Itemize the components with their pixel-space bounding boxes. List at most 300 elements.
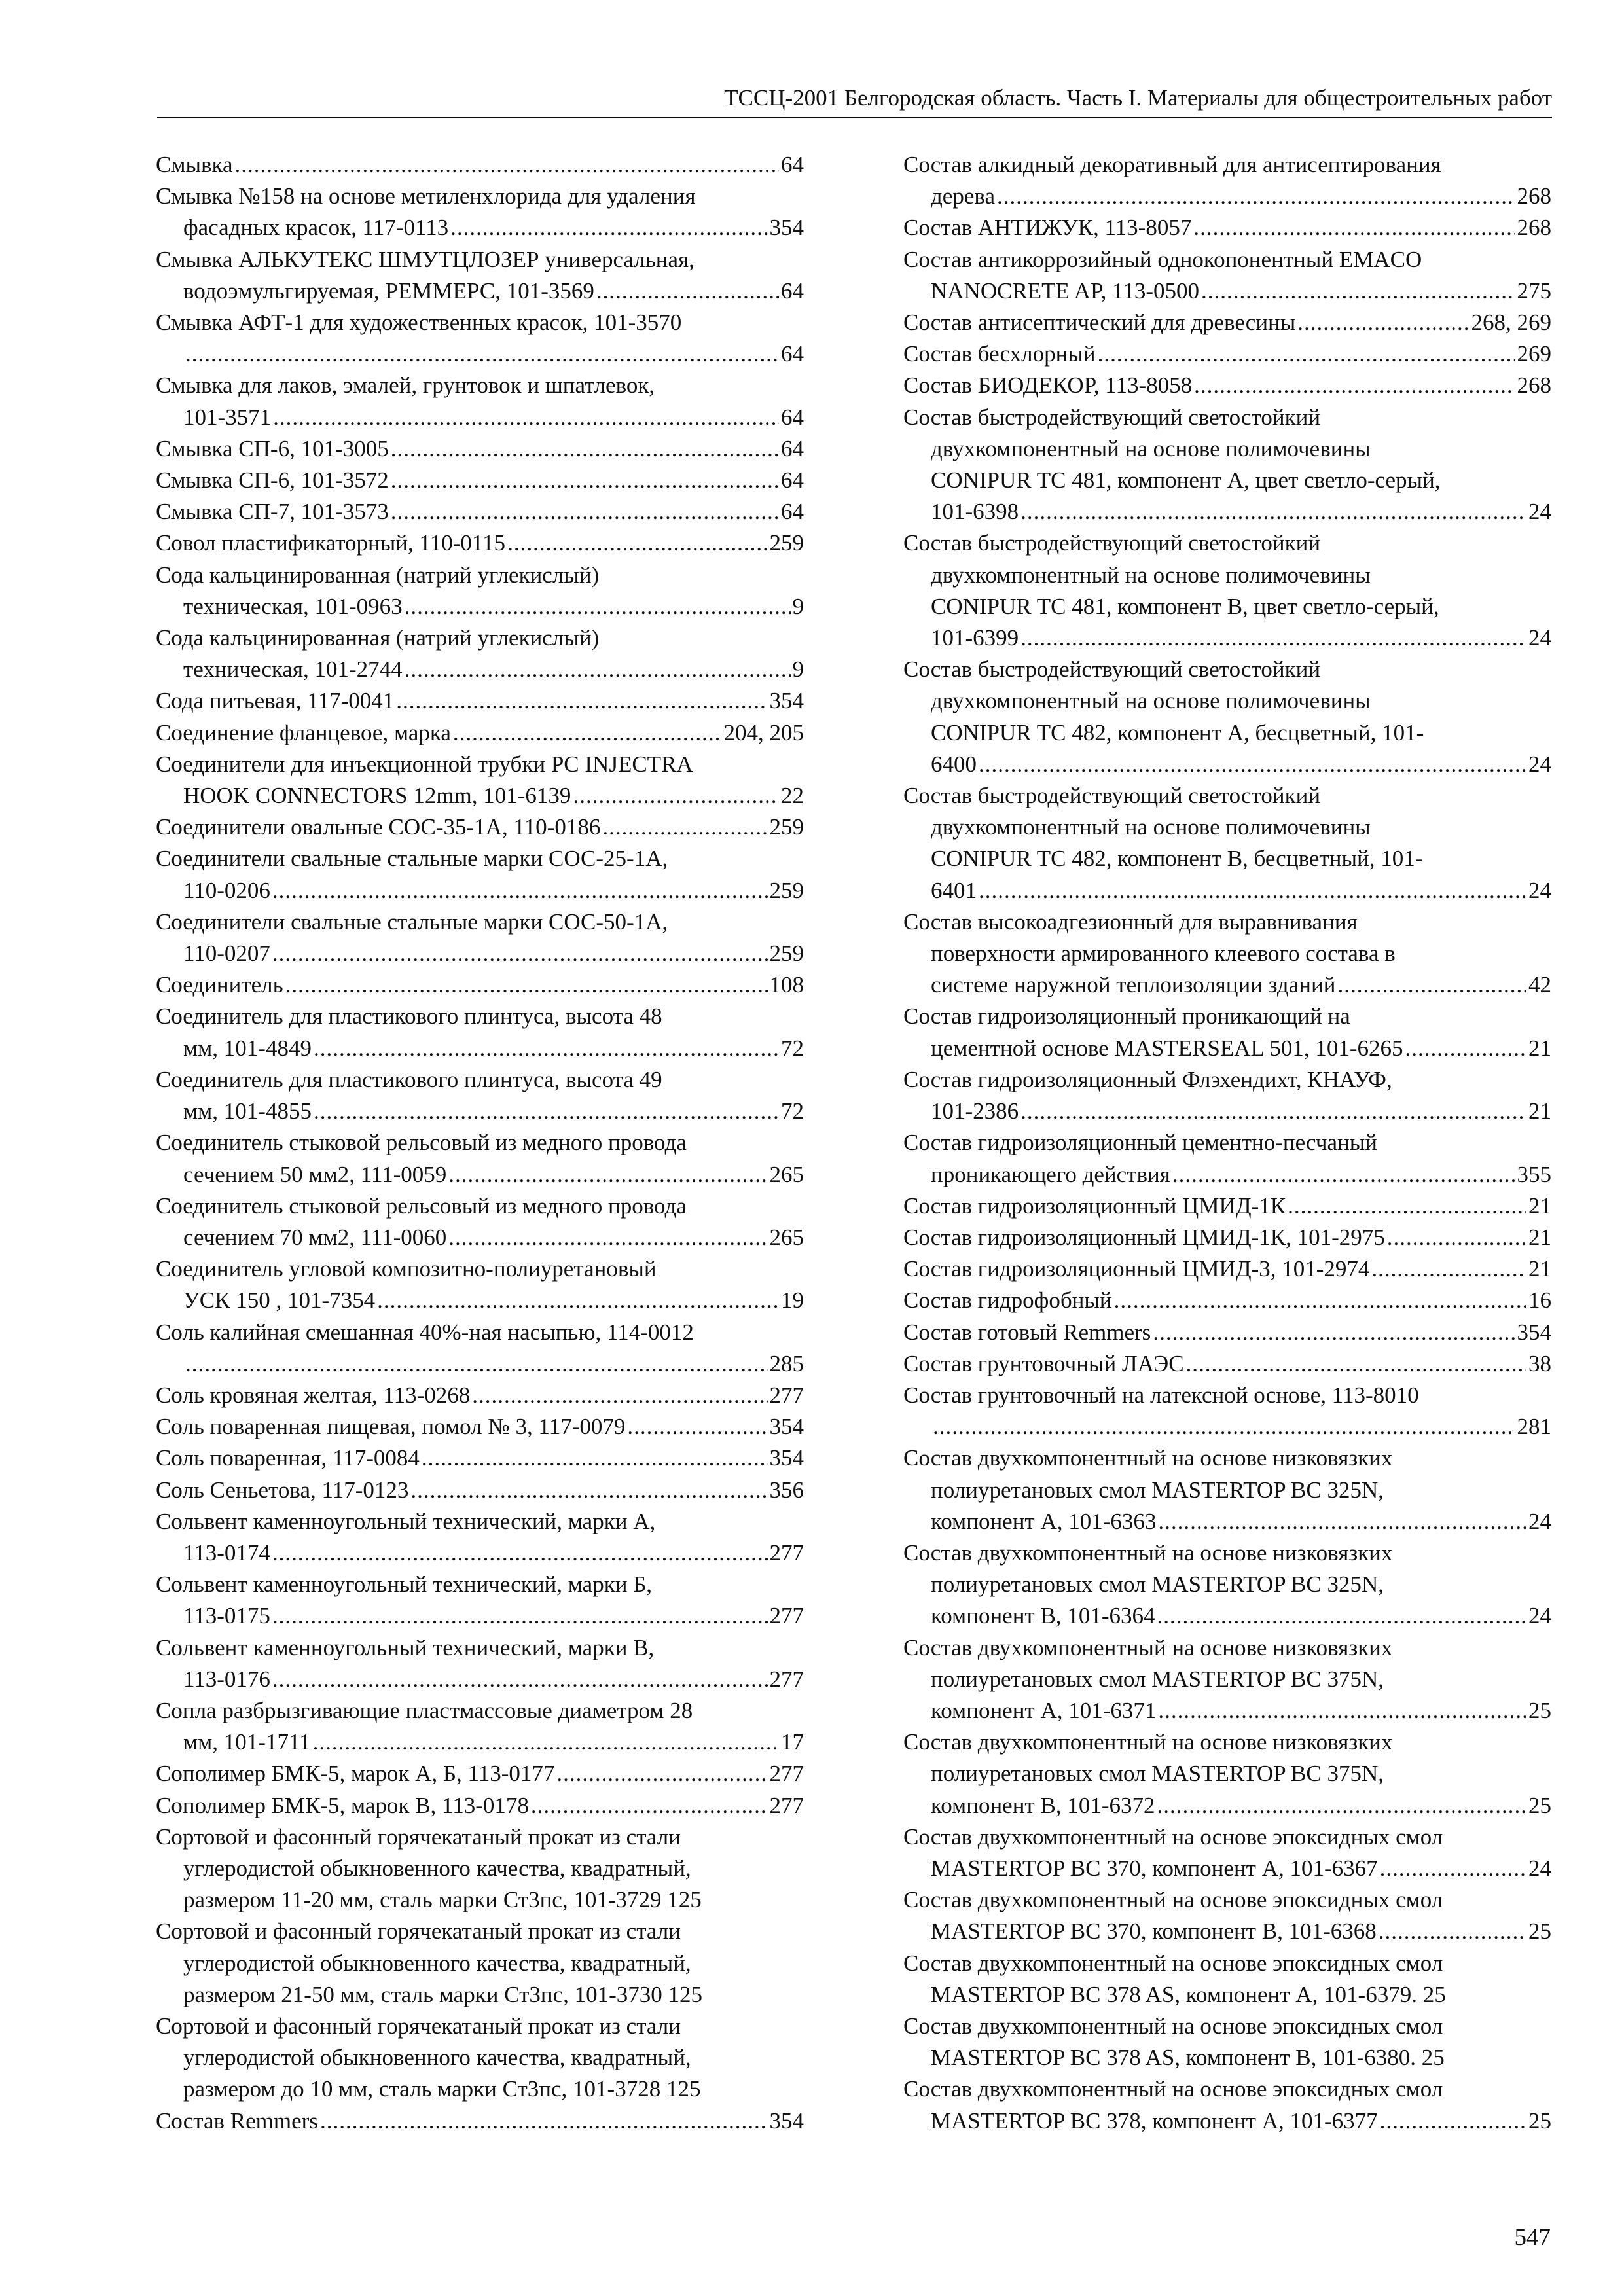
index-entry-term: Состав готовый Remmers bbox=[903, 1319, 1151, 1345]
index-entry-page-ref: 24 bbox=[1528, 1508, 1551, 1534]
index-entry-line: Состав двухкомпонентный на основе низковязких bbox=[903, 1634, 1393, 1660]
index-entry-term: Смывка СП-6, 101-3572 bbox=[156, 467, 389, 493]
index-entry-line: Сортовой и фасонный горячекатаный прокат из стали bbox=[156, 1918, 681, 1945]
dot-leader bbox=[1405, 1033, 1527, 1064]
index-entry-leader-line bbox=[156, 1600, 804, 1632]
index-entry-page-ref: 9 bbox=[792, 656, 804, 683]
index-entry-line: Состав двухкомпонентный на основе эпоксидных смол bbox=[903, 1950, 1443, 1976]
dot-leader bbox=[391, 465, 779, 496]
index-entry bbox=[156, 1916, 804, 2011]
index-entry-line: двухкомпонентный на основе полимочевины bbox=[931, 562, 1371, 588]
index-entry-page-ref: 64 bbox=[781, 467, 804, 493]
index-entry-page-ref: 22 bbox=[781, 783, 804, 809]
index-entry-line: Смывка АФТ-1 для художественных красок, 101-3570 bbox=[156, 310, 682, 336]
index-entry bbox=[156, 749, 804, 812]
index-entry-term: 101-6399 bbox=[931, 625, 1019, 651]
index-entry-term: Смывка bbox=[156, 152, 233, 177]
index-entry-page-ref: 281 bbox=[1517, 1414, 1551, 1440]
index-entry-term: 101-6398 bbox=[931, 499, 1019, 525]
dot-leader bbox=[1380, 1853, 1526, 1884]
header-rule bbox=[157, 117, 1552, 118]
index-entry-leader-line bbox=[903, 338, 1551, 370]
index-entry-page-ref: 277 bbox=[769, 1382, 804, 1408]
dot-leader bbox=[405, 654, 791, 685]
index-entry-term: компонент А, 101-6371 bbox=[931, 1697, 1157, 1723]
dot-leader bbox=[453, 717, 722, 749]
dot-leader bbox=[396, 685, 767, 717]
dot-leader bbox=[556, 1758, 767, 1789]
index-entry-term: MASTERTOP BC 378, компонент А, 101-6377 bbox=[931, 2108, 1378, 2134]
dot-leader bbox=[1297, 307, 1469, 338]
index-entry-term: Состав гидроизоляционный ЦМИД-1К, 101-2975 bbox=[903, 1224, 1385, 1250]
index-entry-page-ref: 354 bbox=[769, 1445, 804, 1471]
index-entry-term: Соединение фланцевое, марка bbox=[156, 719, 451, 745]
dot-leader bbox=[410, 1475, 767, 1506]
dot-leader bbox=[602, 812, 767, 843]
index-entry-page-ref: 354 bbox=[769, 215, 804, 241]
index-entry bbox=[903, 1537, 1551, 1632]
index-entry-term: Сополимер БМК-5, марок В, 113-0178 bbox=[156, 1792, 529, 1818]
index-entry-page-ref: 24 bbox=[1528, 499, 1551, 525]
index-entry-term: мм, 101-4855 bbox=[183, 1098, 312, 1124]
index-entry bbox=[903, 1253, 1551, 1285]
index-entry-term: 110-0206 bbox=[183, 877, 270, 903]
index-entry bbox=[903, 1191, 1551, 1222]
dot-leader bbox=[272, 1537, 768, 1569]
index-entry-term: Состав бесхлорный bbox=[903, 341, 1096, 367]
index-entry bbox=[156, 1758, 804, 1789]
dot-leader bbox=[314, 1096, 779, 1127]
index-entry-term: HOOK CONNECTORS 12mm, 101-6139 bbox=[183, 783, 571, 809]
dot-leader bbox=[1186, 1348, 1526, 1380]
index-entry-line: Сода кальцинированная (натрий углекислый) bbox=[156, 625, 600, 651]
dot-leader bbox=[1380, 2106, 1526, 2137]
index-entry-term: Состав гидроизоляционный ЦМИД-3, 101-2974 bbox=[903, 1256, 1370, 1282]
index-entry-leader-line bbox=[156, 1443, 804, 1474]
index-entry-leader-line bbox=[903, 1853, 1551, 1884]
index-entry-line: размером до 10 мм, сталь марки Ст3пс, 101-3728 125 bbox=[183, 2076, 701, 2102]
index-entry-line: полиуретановых смол MASTERTOP BC 375N, bbox=[931, 1666, 1384, 1692]
dot-leader bbox=[320, 2106, 768, 2137]
index-entry-term: Состав Remmers bbox=[156, 2108, 318, 2134]
index-entry-page-ref: 64 bbox=[781, 278, 804, 304]
index-entry-line: Соединители свальные стальные марки СОС-25-1А, bbox=[156, 846, 668, 872]
index-entry-page-ref: 277 bbox=[769, 1792, 804, 1818]
index-entry-term: цементной основе MASTERSEAL 501, 101-6265 bbox=[931, 1035, 1403, 1061]
index-entry bbox=[903, 1632, 1551, 1727]
index-entry-line: полиуретановых смол MASTERTOP BC 325N, bbox=[931, 1571, 1384, 1598]
dot-leader bbox=[314, 1033, 779, 1064]
dot-leader bbox=[391, 496, 779, 528]
dot-leader bbox=[273, 402, 779, 433]
index-entry-line: Состав двухкомпонентный на основе эпоксидных смол bbox=[903, 2076, 1443, 2102]
index-entry-line: полиуретановых смол MASTERTOP BC 375N, bbox=[931, 1761, 1384, 1787]
index-entry-term: Смывка СП-6, 101-3005 bbox=[156, 435, 389, 461]
index-entry-line: Состав гидроизоляционный цементно-песчаный bbox=[903, 1130, 1377, 1156]
index-entry-line: Состав быстродействующий светостойкий bbox=[903, 530, 1321, 556]
index-entry bbox=[156, 1569, 804, 1632]
index-entry-page-ref: 25 bbox=[1528, 1697, 1551, 1723]
dot-leader bbox=[573, 780, 779, 812]
page-number: 547 bbox=[1514, 2224, 1551, 2251]
index-entry-line: поверхности армированного клеевого состава в bbox=[931, 941, 1396, 967]
index-entry bbox=[903, 1001, 1551, 1064]
index-entry-leader-line bbox=[156, 875, 804, 906]
index-entry bbox=[903, 1064, 1551, 1127]
index-entry-page-ref: 21 bbox=[1528, 1256, 1551, 1282]
index-entry bbox=[156, 1475, 804, 1506]
index-entry-page-ref: 268 bbox=[1517, 215, 1551, 241]
index-entry-page-ref: 21 bbox=[1528, 1035, 1551, 1061]
index-entry-term: сечением 70 мм2, 111-0060 bbox=[183, 1224, 447, 1250]
index-entry-line: Соединитель для пластикового плинтуса, высота 48 bbox=[156, 1003, 662, 1030]
index-entry bbox=[156, 622, 804, 685]
index-entry-leader-line bbox=[903, 181, 1551, 212]
index-entry-leader-line bbox=[156, 1758, 804, 1789]
index-entry-page-ref: 265 bbox=[769, 1224, 804, 1250]
index-entry bbox=[903, 149, 1551, 212]
index-entry-line: Состав двухкомпонентный на основе эпоксидных смол bbox=[903, 1823, 1443, 1850]
index-entry-leader-line bbox=[156, 654, 804, 685]
dot-leader bbox=[313, 1727, 779, 1758]
index-entry-page-ref: 25 bbox=[1528, 1918, 1551, 1945]
index-entry-line: MASTERTOP BC 378 AS, компонент А, 101-6379. 25 bbox=[931, 1981, 1446, 2007]
index-entry-leader-line bbox=[903, 1600, 1551, 1632]
index-entry-leader-line bbox=[156, 212, 804, 243]
index-entry-line: Соединитель для пластикового плинтуса, высота 49 bbox=[156, 1066, 662, 1092]
dot-leader bbox=[1153, 1317, 1515, 1348]
index-entry-leader-line bbox=[156, 1285, 804, 1316]
index-entry-leader-line bbox=[156, 591, 804, 622]
index-entry-leader-line bbox=[156, 433, 804, 465]
index-entry-term: Соль Сеньетова, 117-0123 bbox=[156, 1477, 409, 1503]
index-entry-page-ref: 21 bbox=[1528, 1224, 1551, 1250]
index-entry-line: Соединитель угловой композитно-полиуретановый bbox=[156, 1256, 657, 1282]
index-entry bbox=[903, 338, 1551, 370]
index-entry-term: Состав гидроизоляционный ЦМИД-1К bbox=[903, 1193, 1286, 1219]
index-entry-term: 113-0176 bbox=[183, 1666, 270, 1692]
index-entry-line: Состав двухкомпонентный на основе эпоксидных смол bbox=[903, 1887, 1443, 1913]
index-entry-leader-line bbox=[903, 1790, 1551, 1821]
index-entry bbox=[156, 1127, 804, 1190]
index-entry-line: Состав быстродействующий светостойкий bbox=[903, 656, 1321, 683]
index-entry-term: дерева bbox=[931, 183, 995, 209]
index-entry-line: Соль калийная смешанная 40%-ная насыпью, 114-0012 bbox=[156, 1319, 694, 1345]
index-entry-term: Соль поваренная, 117-0084 bbox=[156, 1445, 420, 1471]
index-entry-page-ref: 25 bbox=[1528, 2108, 1551, 2134]
index-entry-leader-line bbox=[156, 465, 804, 496]
index-entry-term: MASTERTOP BC 370, компонент В, 101-6368 bbox=[931, 1918, 1377, 1945]
index-entry-page-ref: 268, 269 bbox=[1471, 310, 1551, 336]
index-entry bbox=[156, 560, 804, 622]
dot-leader bbox=[185, 1348, 768, 1380]
index-entry-page-ref: 108 bbox=[769, 972, 804, 998]
dot-leader bbox=[627, 1411, 767, 1443]
index-entry-term: Сополимер БМК-5, марок А, Б, 113-0177 bbox=[156, 1761, 555, 1787]
index-entry bbox=[156, 307, 804, 370]
index-entry-leader-line bbox=[156, 1380, 804, 1411]
index-entry-term: Смывка СП-7, 101-3573 bbox=[156, 499, 389, 525]
index-entry-page-ref: 72 bbox=[781, 1098, 804, 1124]
dot-leader bbox=[1194, 370, 1515, 401]
index-entry-page-ref: 277 bbox=[769, 1666, 804, 1692]
index-entry-leader-line bbox=[903, 622, 1551, 654]
index-entry-leader-line bbox=[156, 1790, 804, 1821]
index-entry-page-ref: 259 bbox=[769, 814, 804, 840]
index-entry bbox=[903, 1380, 1551, 1443]
index-entry bbox=[156, 1632, 804, 1695]
index-entry bbox=[156, 1001, 804, 1064]
index-entry bbox=[903, 1127, 1551, 1190]
index-entry-page-ref: 38 bbox=[1528, 1350, 1551, 1376]
dot-leader bbox=[507, 528, 767, 559]
index-entry-leader-line bbox=[156, 1727, 804, 1758]
index-entry bbox=[903, 654, 1551, 780]
index-entry-line: Состав грунтовочный на латексной основе, 113-8010 bbox=[903, 1382, 1419, 1408]
dot-leader bbox=[448, 1222, 767, 1253]
index-entry bbox=[903, 402, 1551, 528]
index-entry-leader-line bbox=[156, 402, 804, 433]
index-entry bbox=[156, 244, 804, 307]
index-entry-page-ref: 354 bbox=[769, 688, 804, 714]
index-entry bbox=[156, 1790, 804, 1821]
index-entry-term: 113-0174 bbox=[183, 1539, 270, 1566]
index-entry-line: размером 11-20 мм, сталь марки Ст3пс, 101-3729 125 bbox=[183, 1887, 702, 1913]
index-entry bbox=[903, 1821, 1551, 1884]
index-entry-line: Соединители для инъекционной трубки PC INJECTRA bbox=[156, 751, 693, 777]
index-entry bbox=[903, 307, 1551, 338]
dot-leader bbox=[531, 1790, 768, 1821]
dot-leader bbox=[1337, 969, 1526, 1001]
index-entry-page-ref: 24 bbox=[1528, 625, 1551, 651]
dot-leader bbox=[422, 1443, 768, 1474]
index-entry-line: Соединители свальные стальные марки СОС-50-1А, bbox=[156, 908, 668, 935]
index-entry-line: углеродистой обыкновенного качества, квадратный, bbox=[183, 1855, 691, 1881]
dot-leader bbox=[1020, 496, 1526, 528]
dot-leader bbox=[1379, 1916, 1526, 1947]
index-entry-line: Сортовой и фасонный горячекатаный прокат из стали bbox=[156, 2013, 681, 2039]
index-entry-leader-line bbox=[903, 1506, 1551, 1537]
index-entry-page-ref: 268 bbox=[1517, 372, 1551, 399]
index-entry-line: Состав гидроизоляционный Флэхендихт, КНАУФ, bbox=[903, 1066, 1392, 1092]
dot-leader bbox=[1020, 622, 1526, 654]
index-entry-line: Состав двухкомпонентный на основе низковязких bbox=[903, 1729, 1393, 1755]
index-entry-line: двухкомпонентный на основе полимочевины bbox=[931, 435, 1371, 461]
index-entry bbox=[156, 433, 804, 465]
index-column-left bbox=[156, 149, 804, 2137]
index-entry-page-ref: 72 bbox=[781, 1035, 804, 1061]
dot-leader bbox=[979, 875, 1526, 906]
index-entry bbox=[156, 969, 804, 1001]
index-entry-line: Состав двухкомпонентный на основе низковязких bbox=[903, 1445, 1393, 1471]
index-entry-page-ref: 42 bbox=[1528, 972, 1551, 998]
index-entry-line: MASTERTOP BC 378 AS, компонент В, 101-6380. 25 bbox=[931, 2045, 1445, 2071]
dot-leader bbox=[1158, 1506, 1526, 1537]
dot-leader bbox=[272, 938, 768, 969]
dot-leader bbox=[450, 212, 767, 243]
index-entry-page-ref: 16 bbox=[1528, 1287, 1551, 1314]
index-entry-leader-line bbox=[903, 1253, 1551, 1285]
dot-leader bbox=[1193, 212, 1515, 243]
index-entry bbox=[156, 496, 804, 528]
index-entry-leader-line bbox=[903, 212, 1551, 243]
index-entry-page-ref: 64 bbox=[781, 152, 804, 177]
index-entry-leader-line bbox=[903, 1695, 1551, 1727]
index-entry-term: техническая, 101-0963 bbox=[183, 593, 403, 619]
index-entry bbox=[903, 1884, 1551, 1947]
index-entry-leader-line bbox=[903, 969, 1551, 1001]
index-entry bbox=[903, 2011, 1551, 2073]
index-entry-line: Состав двухкомпонентный на основе низковязких bbox=[903, 1539, 1393, 1566]
index-entry bbox=[156, 1506, 804, 1569]
index-entry bbox=[156, 2011, 804, 2106]
index-entry-line: двухкомпонентный на основе полимочевины bbox=[931, 688, 1371, 714]
index-entry-page-ref: 64 bbox=[781, 404, 804, 430]
index-entry-line: CONIPUR TC 481, компонент В, цвет светло-серый, bbox=[931, 593, 1439, 619]
index-entry-leader-line bbox=[156, 1222, 804, 1253]
dot-leader bbox=[235, 149, 779, 181]
index-entry-term: компонент В, 101-6364 bbox=[931, 1603, 1155, 1629]
index-entry-term: Соль поваренная пищевая, помол № 3, 117-0079 bbox=[156, 1414, 626, 1440]
index-entry-line: Состав антикоррозийный однокопонентный EMACO bbox=[903, 246, 1422, 272]
index-entry bbox=[156, 843, 804, 906]
dot-leader bbox=[1114, 1285, 1526, 1316]
dot-leader bbox=[1158, 1695, 1526, 1727]
index-entry-leader-line bbox=[156, 1159, 804, 1191]
index-entry-page-ref: 285 bbox=[769, 1350, 804, 1376]
index-entry-term: компонент В, 101-6372 bbox=[931, 1792, 1155, 1818]
index-entry-term: мм, 101-4849 bbox=[183, 1035, 312, 1061]
index-entry-term: фасадных красок, 117-0113 bbox=[183, 215, 449, 241]
index-entry-leader-line bbox=[156, 276, 804, 307]
index-entry-line: Соединитель стыковой рельсовый из медного провода bbox=[156, 1130, 687, 1156]
index-entry bbox=[156, 1821, 804, 1916]
index-entry-leader-line bbox=[156, 938, 804, 969]
dot-leader bbox=[979, 749, 1526, 780]
index-entry-term: Соединители овальные СОС-35-1А, 110-0186 bbox=[156, 814, 601, 840]
index-entry-term: NANOCRETE AP, 113-0500 bbox=[931, 278, 1199, 304]
index-entry-page-ref: 21 bbox=[1528, 1193, 1551, 1219]
index-entry bbox=[156, 717, 804, 749]
index-entry-leader-line bbox=[903, 1317, 1551, 1348]
index-entry-leader-line bbox=[156, 496, 804, 528]
index-entry-line: размером 21-50 мм, сталь марки Ст3пс, 101-3730 125 bbox=[183, 1981, 703, 2007]
index-entry-page-ref: 25 bbox=[1528, 1792, 1551, 1818]
index-entry-page-ref: 356 bbox=[769, 1477, 804, 1503]
index-entry-leader-line bbox=[903, 276, 1551, 307]
index-entry-term: системе наружной теплоизоляции зданий bbox=[931, 972, 1336, 998]
index-entry-page-ref: 259 bbox=[769, 941, 804, 967]
index-entry-line: Соединитель стыковой рельсовый из медного провода bbox=[156, 1193, 687, 1219]
index-entry-page-ref: 354 bbox=[769, 1414, 804, 1440]
index-entry bbox=[156, 812, 804, 843]
index-entry-term: УСК 150 , 101-7354 bbox=[183, 1287, 376, 1314]
index-entry-line: Состав быстродействующий светостойкий bbox=[903, 783, 1321, 809]
index-entry bbox=[903, 2073, 1551, 2136]
index-entry-term: Состав БИОДЕКОР, 113-8058 bbox=[903, 372, 1193, 399]
index-entry bbox=[903, 528, 1551, 654]
index-entry-page-ref: 259 bbox=[769, 530, 804, 556]
index-entry-leader-line bbox=[156, 528, 804, 559]
index-entry-term: Сода питьевая, 117-0041 bbox=[156, 688, 395, 714]
index-entry-leader-line bbox=[903, 1285, 1551, 1316]
index-entry-term: MASTERTOP BC 370, компонент А, 101-6367 bbox=[931, 1855, 1378, 1881]
index-entry-leader-line bbox=[903, 496, 1551, 528]
index-entry-line: Состав гидроизоляционный проникающий на bbox=[903, 1003, 1350, 1030]
index-entry-page-ref: 19 bbox=[781, 1287, 804, 1314]
index-entry bbox=[903, 370, 1551, 401]
index-entry-line: двухкомпонентный на основе полимочевины bbox=[931, 814, 1371, 840]
index-entry-line: полиуретановых смол MASTERTOP BC 325N, bbox=[931, 1477, 1384, 1503]
index-entry-line: CONIPUR TC 482, компонент В, бесцветный, 101- bbox=[931, 846, 1423, 872]
index-entry bbox=[156, 1411, 804, 1443]
index-entry-leader-line bbox=[156, 780, 804, 812]
index-entry bbox=[903, 244, 1551, 307]
index-entry-leader-line bbox=[903, 875, 1551, 906]
index-entry-term: техническая, 101-2744 bbox=[183, 656, 403, 683]
dot-leader bbox=[596, 276, 779, 307]
index-entry-line: Сопла разбрызгивающие пластмассовые диаметром 28 bbox=[156, 1697, 693, 1723]
dot-leader bbox=[185, 338, 779, 370]
index-entry-page-ref: 277 bbox=[769, 1603, 804, 1629]
index-entry-page-ref: 354 bbox=[1517, 1319, 1551, 1345]
index-entry-term: 113-0175 bbox=[183, 1603, 270, 1629]
index-column-right bbox=[903, 149, 1551, 2137]
index-entry-leader-line bbox=[903, 1159, 1551, 1191]
index-entry-page-ref: 277 bbox=[769, 1539, 804, 1566]
index-entry-page-ref: 64 bbox=[781, 499, 804, 525]
dot-leader bbox=[272, 1600, 768, 1632]
dot-leader bbox=[1157, 1790, 1526, 1821]
index-entry-line: Сольвент каменноугольный технический, марки В, bbox=[156, 1634, 655, 1660]
index-entry-page-ref: 268 bbox=[1517, 183, 1551, 209]
dot-leader bbox=[391, 433, 779, 465]
index-entry-page-ref: 355 bbox=[1517, 1161, 1551, 1187]
index-entry-line: Состав быстродействующий светостойкий bbox=[903, 404, 1321, 430]
index-entry-page-ref: 277 bbox=[769, 1761, 804, 1787]
index-entry-line: Сольвент каменноугольный технический, марки Б, bbox=[156, 1571, 653, 1598]
index-entry-leader-line bbox=[156, 2106, 804, 2137]
index-entry-term: 6401 bbox=[931, 877, 977, 903]
index-entry-leader-line bbox=[903, 2106, 1551, 2137]
index-entry-line: Смывка АЛЬКУТЕКС ШМУТЦЛОЗЕР универсальная, bbox=[156, 246, 695, 272]
index-entry-leader-line bbox=[156, 1664, 804, 1695]
dot-leader bbox=[1157, 1600, 1526, 1632]
index-entry-term: 110-0207 bbox=[183, 941, 270, 967]
index-entry-leader-line bbox=[156, 1348, 804, 1380]
dot-leader bbox=[1020, 1096, 1526, 1127]
index-entry-page-ref: 64 bbox=[781, 435, 804, 461]
index-entry-leader-line bbox=[156, 1411, 804, 1443]
index-entry-page-ref: 64 bbox=[781, 341, 804, 367]
index-entry-leader-line bbox=[156, 149, 804, 181]
index-entry bbox=[156, 1317, 804, 1380]
index-entry bbox=[903, 1285, 1551, 1316]
index-entry bbox=[156, 149, 804, 181]
index-entry-leader-line bbox=[156, 338, 804, 370]
index-entry-term: Совол пластификаторный, 110-0115 bbox=[156, 530, 506, 556]
index-entry bbox=[156, 181, 804, 243]
index-entry-line: Сольвент каменноугольный технический, марки А, bbox=[156, 1508, 656, 1534]
index-entry-line: Смывка №158 на основе метиленхлорида для удаления bbox=[156, 183, 696, 209]
running-header: ТССЦ-2001 Белгородская область. Часть I. Материалы для общестроительных работ bbox=[724, 85, 1552, 111]
index-entry-leader-line bbox=[903, 1191, 1551, 1222]
dot-leader bbox=[272, 875, 768, 906]
index-entry bbox=[156, 1064, 804, 1127]
index-entry bbox=[903, 212, 1551, 243]
dot-leader bbox=[472, 1380, 767, 1411]
index-entry-leader-line bbox=[903, 1222, 1551, 1253]
